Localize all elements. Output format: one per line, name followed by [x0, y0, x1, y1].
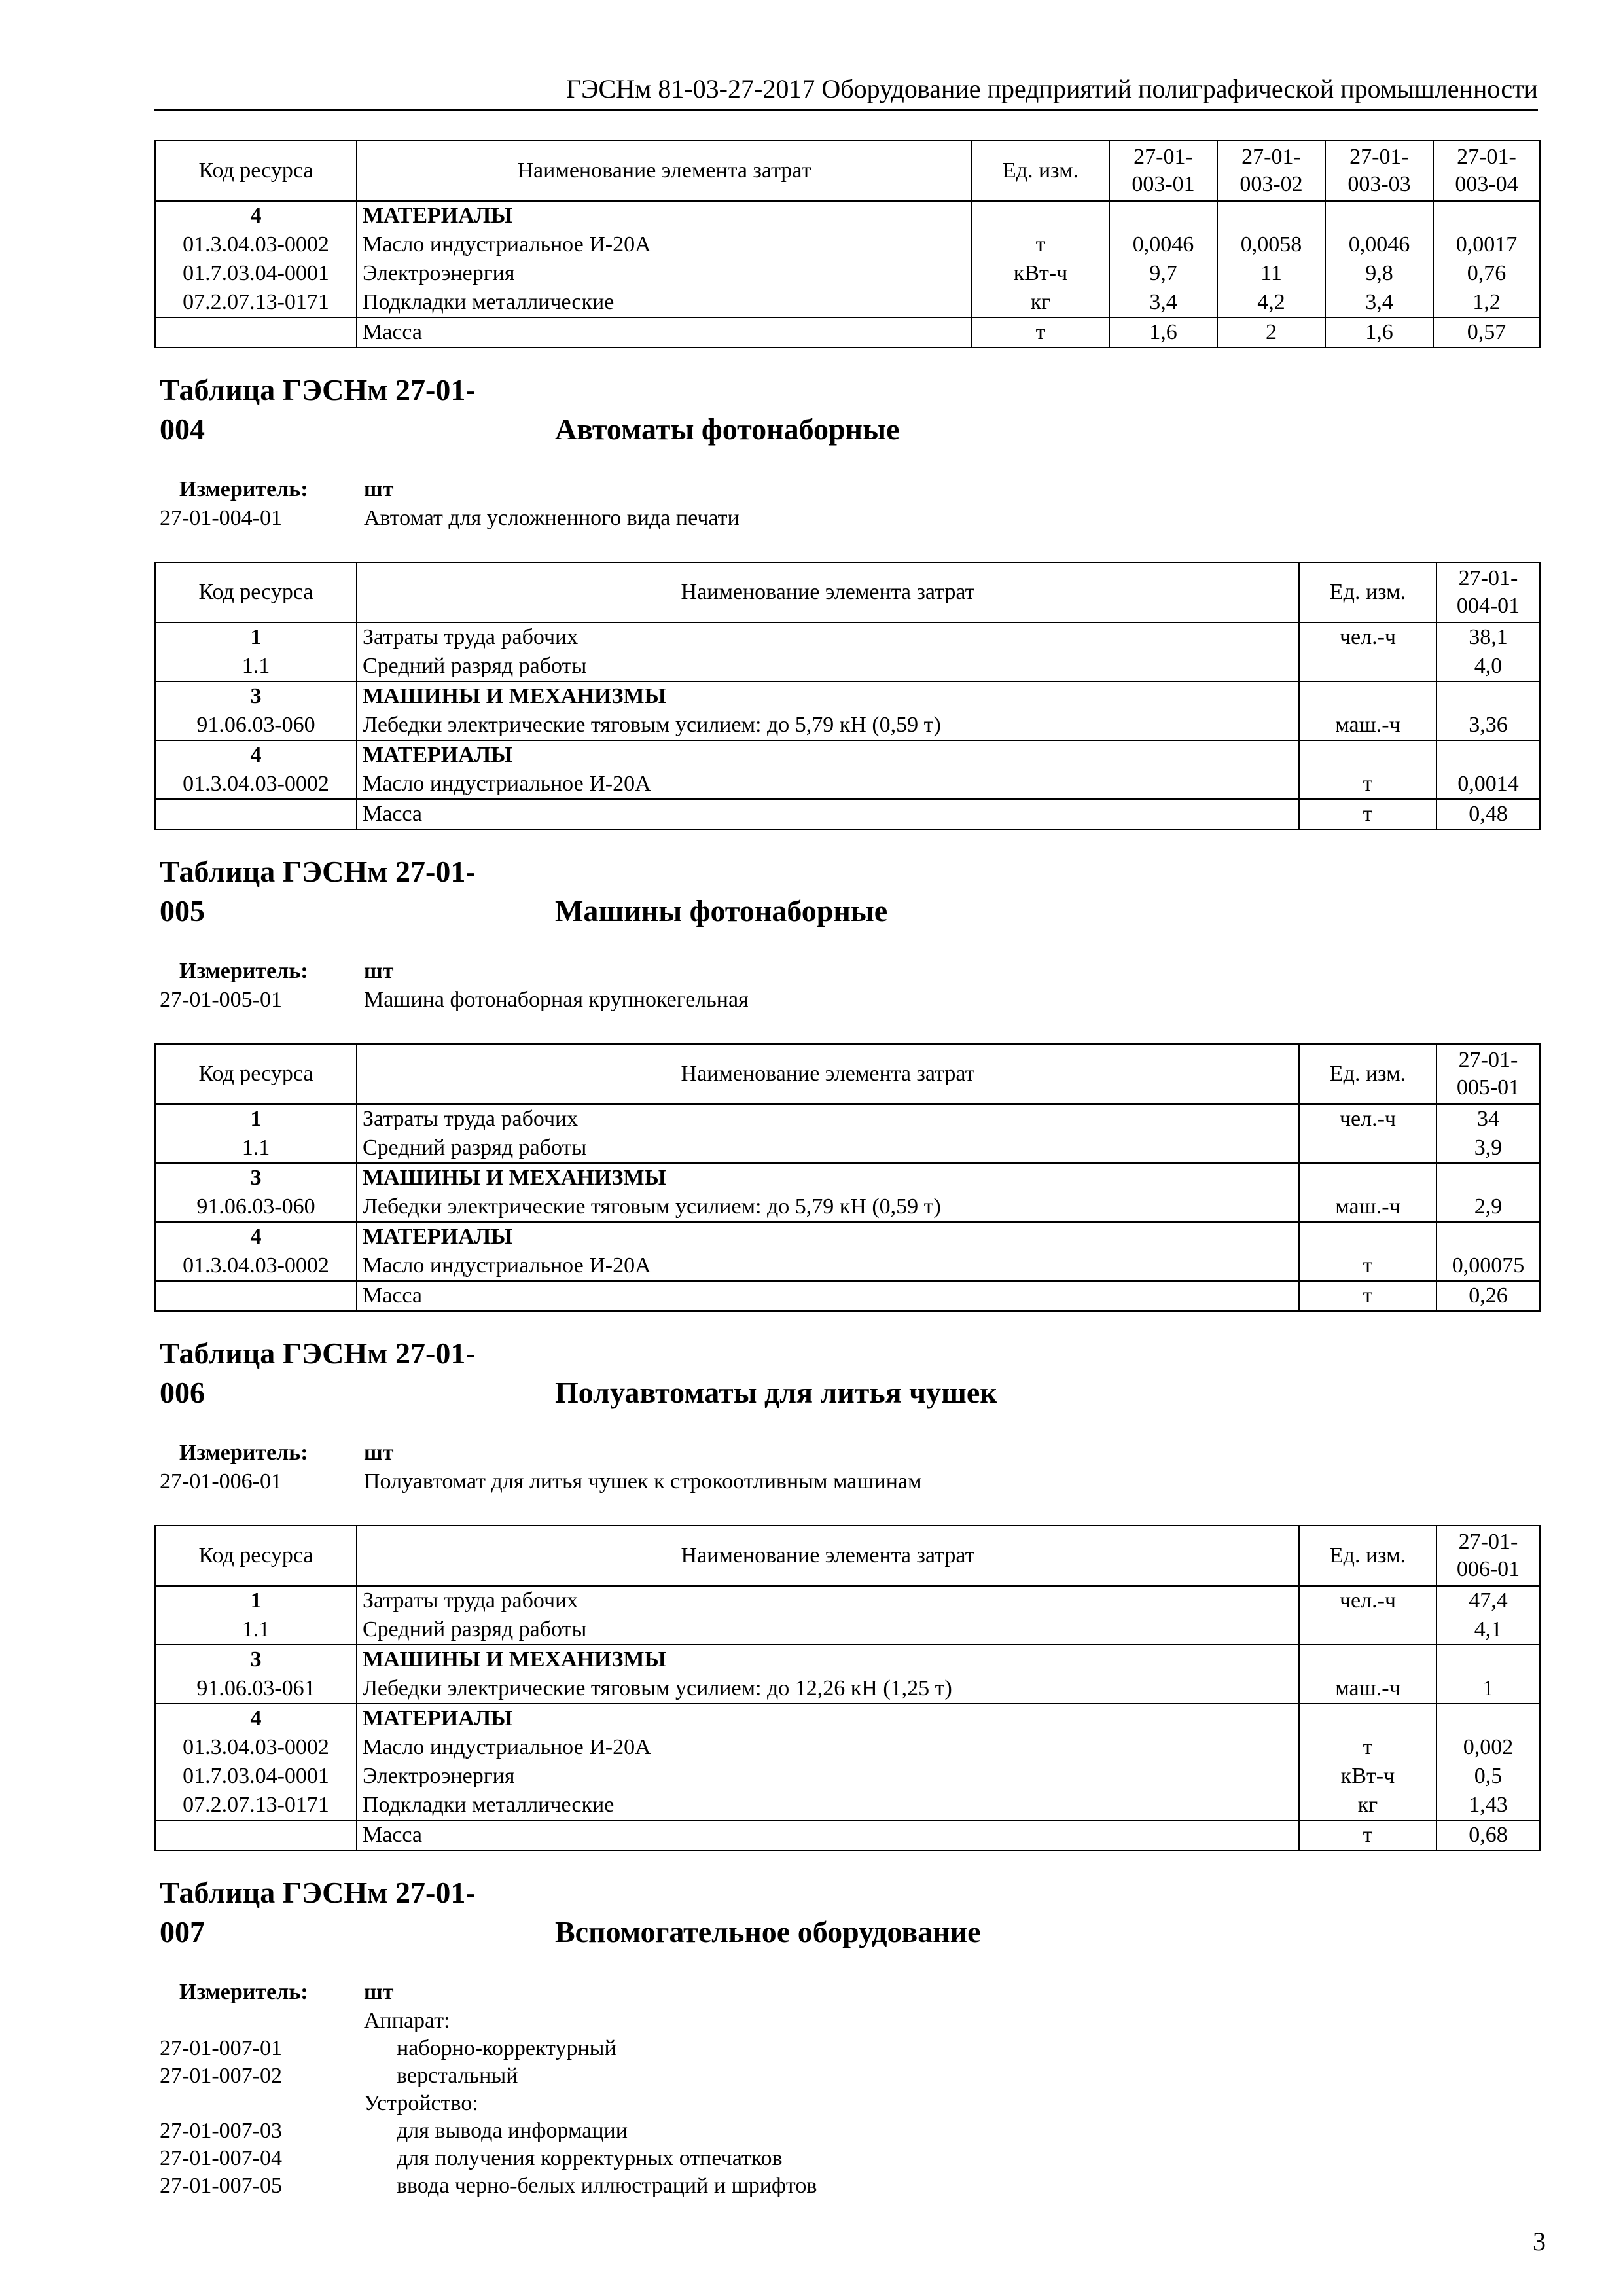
table-row [155, 1193, 1540, 1222]
col-name-header: Наименование элемента затрат [357, 1044, 1299, 1104]
table-row [155, 1645, 1540, 1674]
row-name: Масса [357, 1281, 1299, 1311]
table-006-title [160, 1334, 997, 1412]
row-value: 0,76 [1433, 259, 1540, 288]
row-unit [1299, 1222, 1436, 1251]
measurer-line [160, 957, 393, 986]
resource-table-005 [154, 1043, 1541, 1312]
row-name: Лебедки электрические тяговым усилием: до 5,79 кН (0,59 т) [357, 711, 1299, 740]
table-code: Таблица ГЭСНм 27-01- 006 [160, 1336, 476, 1409]
row-code: 07.2.07.13-0171 [155, 288, 357, 317]
row-name: Лебедки электрические тяговым усилием: до 12,26 кН (1,25 т) [357, 1674, 1299, 1704]
row-value: 1 [1436, 1674, 1540, 1704]
row-value [1433, 201, 1540, 230]
row-value [1436, 1222, 1540, 1251]
row-name: Подкладки металлические [357, 288, 972, 317]
norm-code: 27-01-007-03 [160, 2119, 282, 2143]
measurer-unit: шт [364, 1441, 394, 1465]
row-unit: чел.-ч [1299, 1104, 1436, 1134]
table-row [155, 681, 1540, 711]
row-unit: т [972, 317, 1109, 348]
norm-code: 27-01-006-01 [160, 1469, 282, 1494]
row-name: Затраты труда рабочих [357, 1104, 1299, 1134]
table-header-row [155, 1526, 1540, 1586]
row-code: 91.06.03-060 [155, 711, 357, 740]
table-row [155, 711, 1540, 740]
row-name: Электроэнергия [357, 259, 972, 288]
row-unit [1299, 652, 1436, 681]
norm-code: 27-01-007-04 [160, 2146, 282, 2170]
row-name: МАШИНЫ И МЕХАНИЗМЫ [357, 1645, 1299, 1674]
row-unit: кВт-ч [1299, 1762, 1436, 1791]
row-code [155, 317, 357, 348]
table-title: Машины фотонаборные [555, 894, 888, 927]
row-name: МАТЕРИАЛЫ [357, 740, 1299, 770]
row-unit: чел.-ч [1299, 622, 1436, 652]
measurer-unit: шт [364, 477, 394, 501]
table-header-row [155, 141, 1540, 201]
norm-text: наборно-корректурный [397, 2036, 616, 2060]
norm-text: Аппарат: [364, 2009, 450, 2033]
col-code-header: Код ресурса [155, 1044, 357, 1104]
table-row [155, 1762, 1540, 1791]
measurer-line [160, 1978, 393, 2007]
mass-row [155, 317, 1540, 348]
row-code: 1.1 [155, 1134, 357, 1163]
row-value: 0,26 [1436, 1281, 1540, 1311]
row-value: 1,6 [1325, 317, 1433, 348]
table-row [155, 1222, 1540, 1251]
row-code: 3 [155, 681, 357, 711]
row-value: 0,5 [1436, 1762, 1540, 1791]
row-unit [1299, 740, 1436, 770]
row-unit: кВт-ч [972, 259, 1109, 288]
row-name: МАТЕРИАЛЫ [357, 1704, 1299, 1733]
row-value [1436, 681, 1540, 711]
row-value: 4,2 [1217, 288, 1325, 317]
row-value [1325, 201, 1433, 230]
norm-item [160, 504, 740, 533]
row-value: 0,68 [1436, 1820, 1540, 1850]
table-007-title [160, 1873, 981, 1952]
row-unit: чел.-ч [1299, 1586, 1436, 1615]
col-unit-header: Ед. изм. [1299, 1526, 1436, 1586]
row-code: 4 [155, 1704, 357, 1733]
col-value-header: 27-01- 003-03 [1325, 141, 1433, 201]
row-unit: т [972, 230, 1109, 259]
table-row [155, 1134, 1540, 1163]
row-code: 4 [155, 740, 357, 770]
table-row [155, 652, 1540, 681]
col-value-header: 27-01- 006-01 [1436, 1526, 1540, 1586]
mass-row [155, 1281, 1540, 1311]
running-header: ГЭСНм 81-03-27-2017 Оборудование предприятий полиграфической промышленности [154, 71, 1538, 111]
table-header-row [155, 562, 1540, 622]
table-004-title [160, 370, 899, 449]
row-code: 3 [155, 1645, 357, 1674]
row-name: Подкладки металлические [357, 1791, 1299, 1820]
row-name: Лебедки электрические тяговым усилием: до 5,79 кН (0,59 т) [357, 1193, 1299, 1222]
mass-row [155, 799, 1540, 829]
row-value [1109, 201, 1217, 230]
norm-text: Устройство: [364, 2091, 478, 2115]
row-value: 4,1 [1436, 1615, 1540, 1645]
row-unit: кг [1299, 1791, 1436, 1820]
row-value [1436, 1704, 1540, 1733]
row-name: Масса [357, 799, 1299, 829]
row-name: Масло индустриальное И-20А [357, 230, 972, 259]
norm-item [160, 2062, 518, 2090]
norm-code: 27-01-004-01 [160, 506, 282, 530]
row-value: 2 [1217, 317, 1325, 348]
row-value: 0,0046 [1109, 230, 1217, 259]
norm-text: Автомат для усложненного вида печати [364, 506, 740, 530]
col-code-header: Код ресурса [155, 1526, 357, 1586]
table-row [155, 201, 1540, 230]
row-name: МАШИНЫ И МЕХАНИЗМЫ [357, 1163, 1299, 1193]
resource-table-006 [154, 1525, 1541, 1851]
resource-table-004 [154, 562, 1541, 830]
col-value-header: 27-01- 005-01 [1436, 1044, 1540, 1104]
row-name: Масло индустриальное И-20А [357, 1251, 1299, 1281]
col-unit-header: Ед. изм. [1299, 1044, 1436, 1104]
measurer-label: Измеритель: [179, 959, 308, 983]
row-unit: т [1299, 1820, 1436, 1850]
row-value: 1,43 [1436, 1791, 1540, 1820]
table-row [155, 1733, 1540, 1762]
row-value: 0,002 [1436, 1733, 1540, 1762]
table-row [155, 1615, 1540, 1645]
table-row [155, 1586, 1540, 1615]
row-code: 91.06.03-061 [155, 1674, 357, 1704]
measurer-unit: шт [364, 959, 394, 983]
row-value: 1,2 [1433, 288, 1540, 317]
row-value: 0,0014 [1436, 770, 1540, 799]
norm-item [160, 1467, 922, 1496]
col-code-header: Код ресурса [155, 562, 357, 622]
row-unit [972, 201, 1109, 230]
row-code: 4 [155, 1222, 357, 1251]
row-code: 1.1 [155, 652, 357, 681]
table-row [155, 740, 1540, 770]
mass-row [155, 1820, 1540, 1850]
table-row [155, 1163, 1540, 1193]
row-value: 1,6 [1109, 317, 1217, 348]
norm-text: Машина фотонаборная крупнокегельная [364, 988, 749, 1012]
row-value: 4,0 [1436, 652, 1540, 681]
table-code: Таблица ГЭСНм 27-01- 007 [160, 1876, 476, 1948]
row-value: 0,0017 [1433, 230, 1540, 259]
row-unit [1299, 681, 1436, 711]
row-name: Масса [357, 1820, 1299, 1850]
table-code: Таблица ГЭСНм 27-01- 005 [160, 855, 476, 927]
row-value: 0,00075 [1436, 1251, 1540, 1281]
table-row [155, 1674, 1540, 1704]
norm-code: 27-01-007-01 [160, 2036, 282, 2060]
row-value [1436, 1163, 1540, 1193]
row-unit: т [1299, 1251, 1436, 1281]
row-value: 38,1 [1436, 622, 1540, 652]
row-value: 0,57 [1433, 317, 1540, 348]
row-code: 91.06.03-060 [155, 1193, 357, 1222]
row-name: МАТЕРИАЛЫ [357, 201, 972, 230]
norm-group-label [160, 2007, 450, 2036]
row-name: Средний разряд работы [357, 1134, 1299, 1163]
row-unit [1299, 1163, 1436, 1193]
table-row [155, 259, 1540, 288]
norm-text: для получения корректурных отпечатков [397, 2146, 783, 2170]
row-name: Масло индустриальное И-20А [357, 1733, 1299, 1762]
row-name: Масло индустриальное И-20А [357, 770, 1299, 799]
row-unit: т [1299, 1733, 1436, 1762]
row-value [1436, 1645, 1540, 1674]
row-value: 11 [1217, 259, 1325, 288]
norm-text: Полуавтомат для литья чушек к строкоотливным машинам [364, 1469, 922, 1494]
row-name: Средний разряд работы [357, 652, 1299, 681]
row-code: 1 [155, 1104, 357, 1134]
norm-text: для вывода информации [397, 2119, 628, 2143]
row-value: 34 [1436, 1104, 1540, 1134]
row-code: 1.1 [155, 1615, 357, 1645]
row-unit: маш.-ч [1299, 1193, 1436, 1222]
row-code: 01.7.03.04-0001 [155, 259, 357, 288]
measurer-line [160, 475, 393, 504]
row-value [1436, 740, 1540, 770]
norm-item [160, 2117, 628, 2145]
row-code: 1 [155, 1586, 357, 1615]
row-code [155, 1281, 357, 1311]
resource-table-003 [154, 140, 1541, 348]
row-code: 01.7.03.04-0001 [155, 1762, 357, 1791]
row-code: 01.3.04.03-0002 [155, 1733, 357, 1762]
col-value-header: 27-01- 003-01 [1109, 141, 1217, 201]
table-title: Автоматы фотонаборные [555, 412, 900, 446]
row-value: 0,48 [1436, 799, 1540, 829]
row-value: 3,36 [1436, 711, 1540, 740]
table-row [155, 770, 1540, 799]
row-name: Электроэнергия [357, 1762, 1299, 1791]
row-unit [1299, 1134, 1436, 1163]
norm-text: ввода черно-белых иллюстраций и шрифтов [397, 2174, 817, 2198]
row-value: 3,4 [1325, 288, 1433, 317]
row-name: Масса [357, 317, 972, 348]
row-unit [1299, 1704, 1436, 1733]
measurer-label: Измеритель: [179, 1441, 308, 1465]
col-value-header: 27-01- 003-04 [1433, 141, 1540, 201]
row-name: МАТЕРИАЛЫ [357, 1222, 1299, 1251]
measurer-label: Измеритель: [179, 477, 308, 501]
row-code: 01.3.04.03-0002 [155, 1251, 357, 1281]
col-name-header: Наименование элемента затрат [357, 562, 1299, 622]
row-name: МАШИНЫ И МЕХАНИЗМЫ [357, 681, 1299, 711]
table-row [155, 1791, 1540, 1820]
norm-code: 27-01-007-02 [160, 2064, 282, 2088]
row-value: 3,9 [1436, 1134, 1540, 1163]
row-name: Затраты труда рабочих [357, 622, 1299, 652]
table-005-title [160, 852, 887, 931]
row-value: 0,0058 [1217, 230, 1325, 259]
row-code: 01.3.04.03-0002 [155, 230, 357, 259]
table-header-row [155, 1044, 1540, 1104]
row-value: 47,4 [1436, 1586, 1540, 1615]
norm-code: 27-01-007-05 [160, 2174, 282, 2198]
row-name: Средний разряд работы [357, 1615, 1299, 1645]
table-title: Полуавтоматы для литья чушек [555, 1376, 997, 1409]
table-row [155, 1251, 1540, 1281]
row-code: 4 [155, 201, 357, 230]
row-value [1217, 201, 1325, 230]
row-value: 3,4 [1109, 288, 1217, 317]
row-code: 1 [155, 622, 357, 652]
norm-item [160, 2172, 817, 2200]
row-unit: маш.-ч [1299, 1674, 1436, 1704]
row-unit: т [1299, 770, 1436, 799]
norm-text: верстальный [397, 2064, 518, 2088]
measurer-label: Измеритель: [179, 1980, 308, 2004]
table-row [155, 1104, 1540, 1134]
col-unit-header: Ед. изм. [972, 141, 1109, 201]
norm-item [160, 2034, 616, 2063]
row-value: 0,0046 [1325, 230, 1433, 259]
norm-item [160, 2144, 783, 2173]
col-code-header: Код ресурса [155, 141, 357, 201]
row-value: 9,8 [1325, 259, 1433, 288]
row-value: 2,9 [1436, 1193, 1540, 1222]
row-unit [1299, 1645, 1436, 1674]
col-value-header: 27-01- 004-01 [1436, 562, 1540, 622]
row-unit: т [1299, 1281, 1436, 1311]
measurer-line [160, 1439, 393, 1467]
col-unit-header: Ед. изм. [1299, 562, 1436, 622]
col-name-header: Наименование элемента затрат [357, 1526, 1299, 1586]
row-unit [1299, 1615, 1436, 1645]
row-code [155, 1820, 357, 1850]
row-code: 01.3.04.03-0002 [155, 770, 357, 799]
row-value: 9,7 [1109, 259, 1217, 288]
table-title: Вспомогательное оборудование [555, 1915, 981, 1948]
norm-group-label [160, 2089, 478, 2118]
row-unit: т [1299, 799, 1436, 829]
col-name-header: Наименование элемента затрат [357, 141, 972, 201]
measurer-unit: шт [364, 1980, 394, 2004]
row-code [155, 799, 357, 829]
norm-item [160, 986, 749, 1014]
norm-code: 27-01-005-01 [160, 988, 282, 1012]
row-unit: маш.-ч [1299, 711, 1436, 740]
col-value-header: 27-01- 003-02 [1217, 141, 1325, 201]
row-code: 07.2.07.13-0171 [155, 1791, 357, 1820]
table-code: Таблица ГЭСНм 27-01- 004 [160, 373, 476, 446]
row-name: Затраты труда рабочих [357, 1586, 1299, 1615]
table-row [155, 230, 1540, 259]
row-unit: кг [972, 288, 1109, 317]
table-row [155, 288, 1540, 317]
row-code: 3 [155, 1163, 357, 1193]
table-row [155, 622, 1540, 652]
page-number: 3 [1533, 2227, 1546, 2256]
table-row [155, 1704, 1540, 1733]
